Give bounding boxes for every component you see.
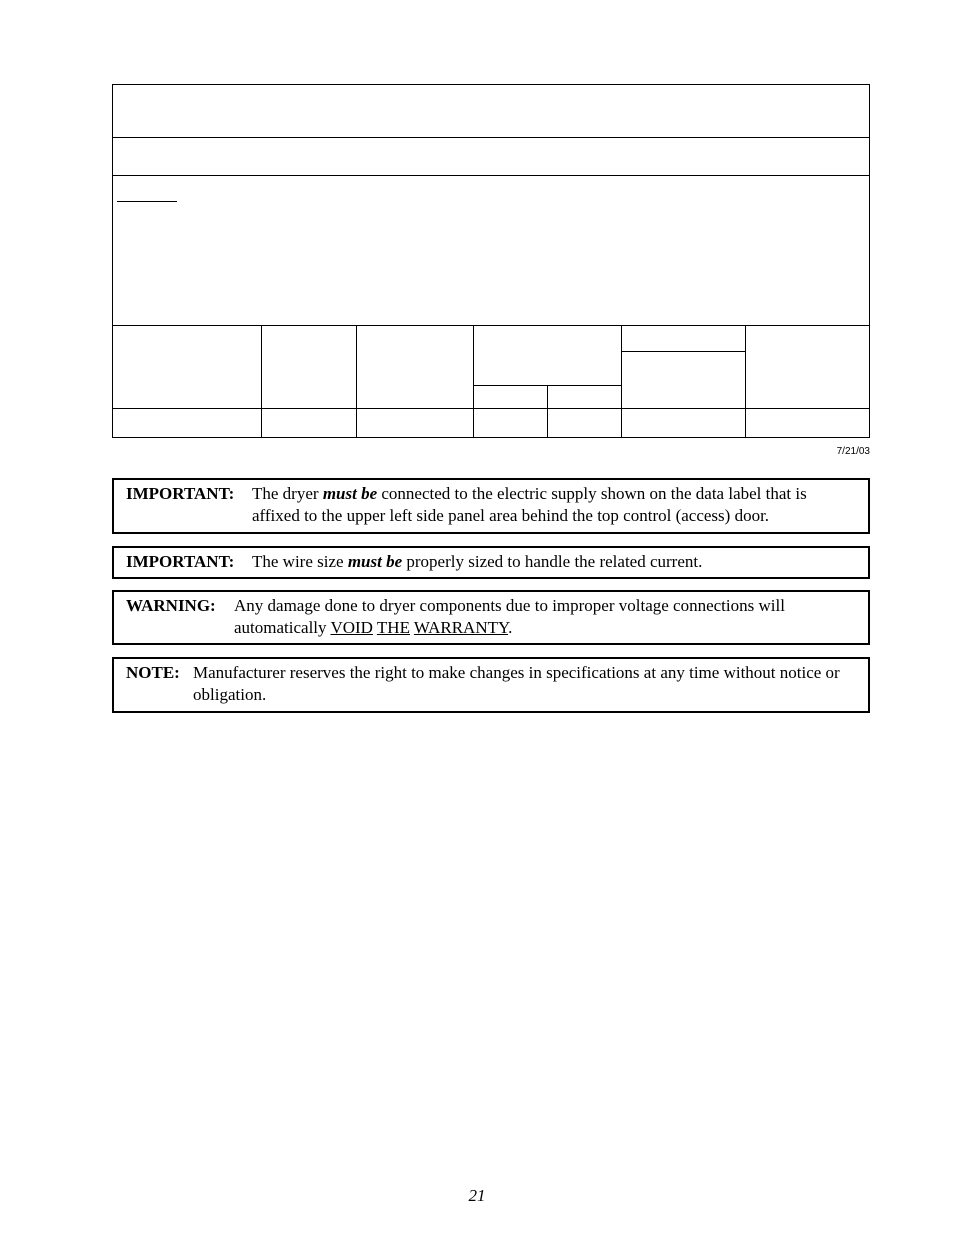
revision-date: 7/21/03 xyxy=(836,446,870,457)
table-rule xyxy=(113,137,869,138)
notice-label: WARNING: xyxy=(126,596,216,615)
table-column-rule xyxy=(547,385,548,437)
table-column-rule xyxy=(356,325,357,437)
table-column-rule xyxy=(745,325,746,437)
table-rule xyxy=(621,351,745,352)
notice-label: IMPORTANT: xyxy=(126,552,235,571)
notice-text: Any damage done to dryer components due to improper voltage connections will automatically VOID THE WARRANTY. xyxy=(234,596,785,637)
important-notice-supply xyxy=(112,478,870,534)
warning-notice xyxy=(112,590,870,645)
table-rule xyxy=(113,325,869,326)
note-notice xyxy=(112,657,870,713)
heading-underline xyxy=(117,201,177,202)
notice-text: The dryer must be connected to the electric supply shown on the data label that is affixed to the upper left side panel area behind the top control (access) door. xyxy=(252,484,807,525)
table-column-rule xyxy=(621,325,622,437)
table-column-rule xyxy=(473,325,474,437)
notice-label: NOTE: xyxy=(126,663,180,682)
notice-text: The wire size must be properly sized to handle the related current. xyxy=(252,552,703,571)
notice-label: IMPORTANT: xyxy=(126,484,235,503)
table-rule xyxy=(113,175,869,176)
specification-table xyxy=(112,84,870,438)
page-number: 21 xyxy=(468,1186,486,1205)
table-rule xyxy=(113,408,869,409)
important-notice-wire-size xyxy=(112,546,870,579)
table-column-rule xyxy=(261,325,262,437)
notice-text: Manufacturer reserves the right to make changes in specifications at any time without notice or obligation. xyxy=(193,663,840,704)
